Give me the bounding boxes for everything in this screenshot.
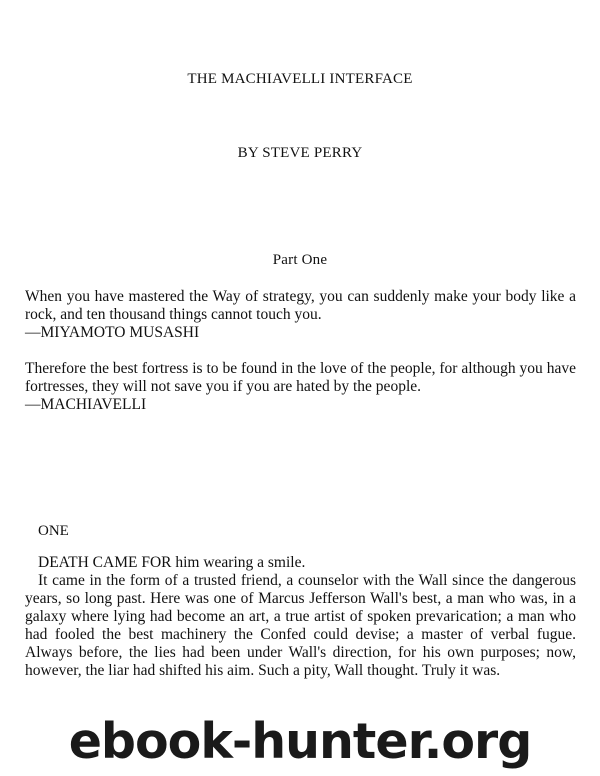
part-heading: Part One	[272, 252, 328, 268]
chapter-paragraph-1: DEATH CAME FOR him wearing a smile.	[38, 554, 306, 571]
book-author: BY STEVE PERRY	[237, 145, 363, 161]
watermark-logo: ebook-hunter.org	[68, 713, 532, 770]
epigraph-2	[25, 360, 576, 414]
chapter-paragraph-2: It came in the form of a trusted friend, a counselor with the Wall since the dangerous years, so long past. Here was one of Marcus Jefferson Wall's best, a man who was, in a galaxy where lying had become an art, a true artist of spoken prevarication; a man who had fooled the best machinery the Confed could devise; a master of verbal fugue. Always before, the lies had been under Wall's direction, for his own purposes; now, however, the liar had shifted his aim. Such a pity, Wall thought. Truly it was.	[25, 572, 576, 679]
epigraph-2-attribution: —MACHIAVELLI	[25, 396, 147, 413]
epigraph-1	[25, 288, 576, 342]
epigraph-1-attribution: —MIYAMOTO MUSASHI	[25, 324, 200, 341]
epigraph-2-text: Therefore the best fortress is to be found in the love of the people, for although you have fortresses, they will not save you if you are hated by the people.	[25, 360, 576, 395]
book-title: THE MACHIAVELLI INTERFACE	[187, 71, 413, 87]
chapter-heading: ONE	[38, 523, 69, 539]
epigraph-1-text: When you have mastered the Way of strategy, you can suddenly make your body like a rock, and ten thousand things cannot touch you.	[25, 288, 576, 323]
